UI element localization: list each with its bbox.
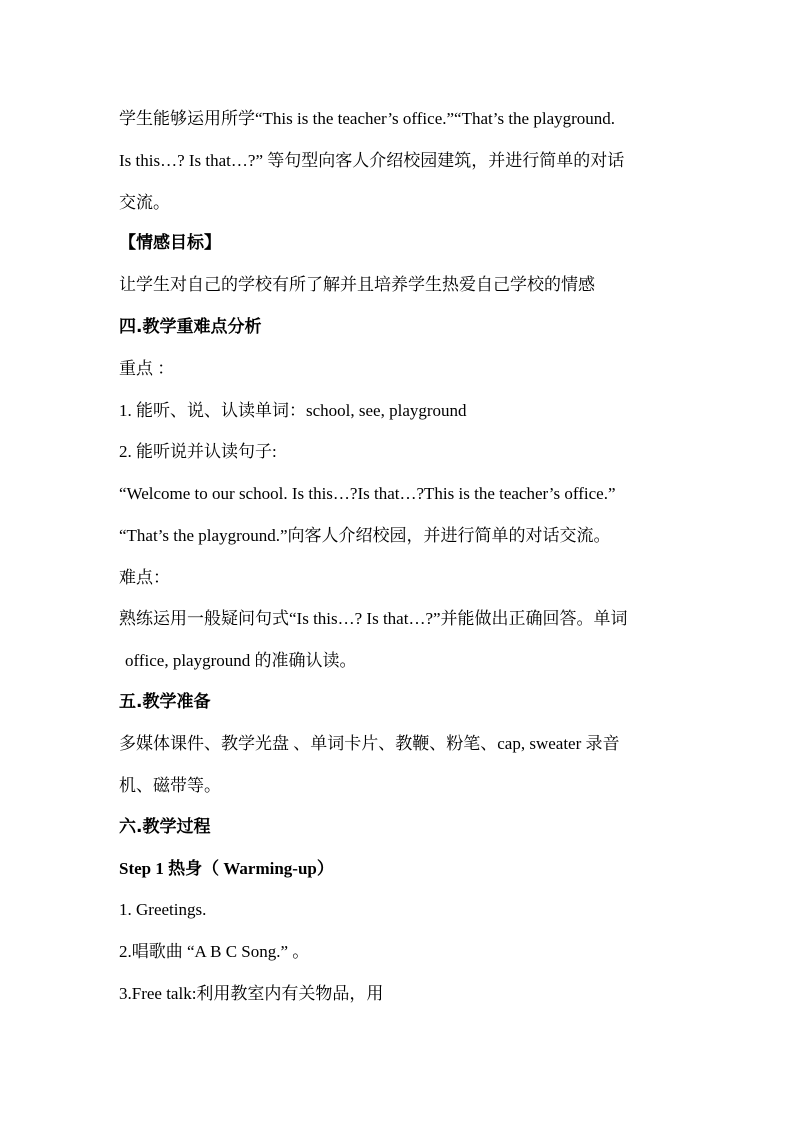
list-item: 2. 能听说并认读句子: (119, 442, 277, 461)
body-text-line: 熟练运用一般疑问句式“Is this…? Is that…?”并能做出正确回答。单词 (119, 609, 628, 628)
section-heading-teaching-process: 六.教学过程 (119, 817, 211, 837)
list-item: 1. 能听、说、认读单词：school, see, playground (119, 401, 467, 420)
list-item: 3.Free talk:利用教室内有关物品，用 (119, 984, 384, 1003)
subheading-key-point: 重点 ： (119, 359, 175, 378)
step-heading: Step 1 热身（ Warming-up） (119, 859, 334, 878)
body-text-line: 多媒体课件、教学光盘 、单词卡片、教鞭、粉笔、cap, sweater 录音 (119, 734, 620, 753)
section-heading-affective-goals: 【情感目标】 (119, 233, 221, 253)
body-text-line: 机、磁带等。 (119, 776, 221, 795)
subheading-difficult-point: 难点： (119, 568, 170, 587)
body-text-line: 交流。 (119, 193, 170, 212)
section-heading-key-points: 四.教学重难点分析 (119, 317, 262, 337)
body-text-line: 学生能够运用所学“This is the teacher’s office.”“That’s the playground. (119, 109, 616, 128)
list-item: 1. Greetings. (119, 900, 207, 919)
body-text-line: “That’s the playground.”向客人介绍校园，并进行简单的对话交流。 (119, 526, 611, 545)
list-item: 2.唱歌曲 “A B C Song.” 。 (119, 942, 310, 961)
body-text-line: 让学生对自己的学校有所了解并且培养学生热爱自己学校的情感 (119, 275, 595, 294)
body-text-line: Is this…? Is that…?” 等句型向客人介绍校园建筑，并进行简单的对话 (119, 151, 625, 170)
body-text-line: “Welcome to our school. Is this…?Is that…?This is the teacher’s office.” (119, 484, 616, 503)
body-text-line: office, playground 的准确认读。 (125, 651, 357, 670)
section-heading-preparation: 五.教学准备 (119, 692, 211, 712)
